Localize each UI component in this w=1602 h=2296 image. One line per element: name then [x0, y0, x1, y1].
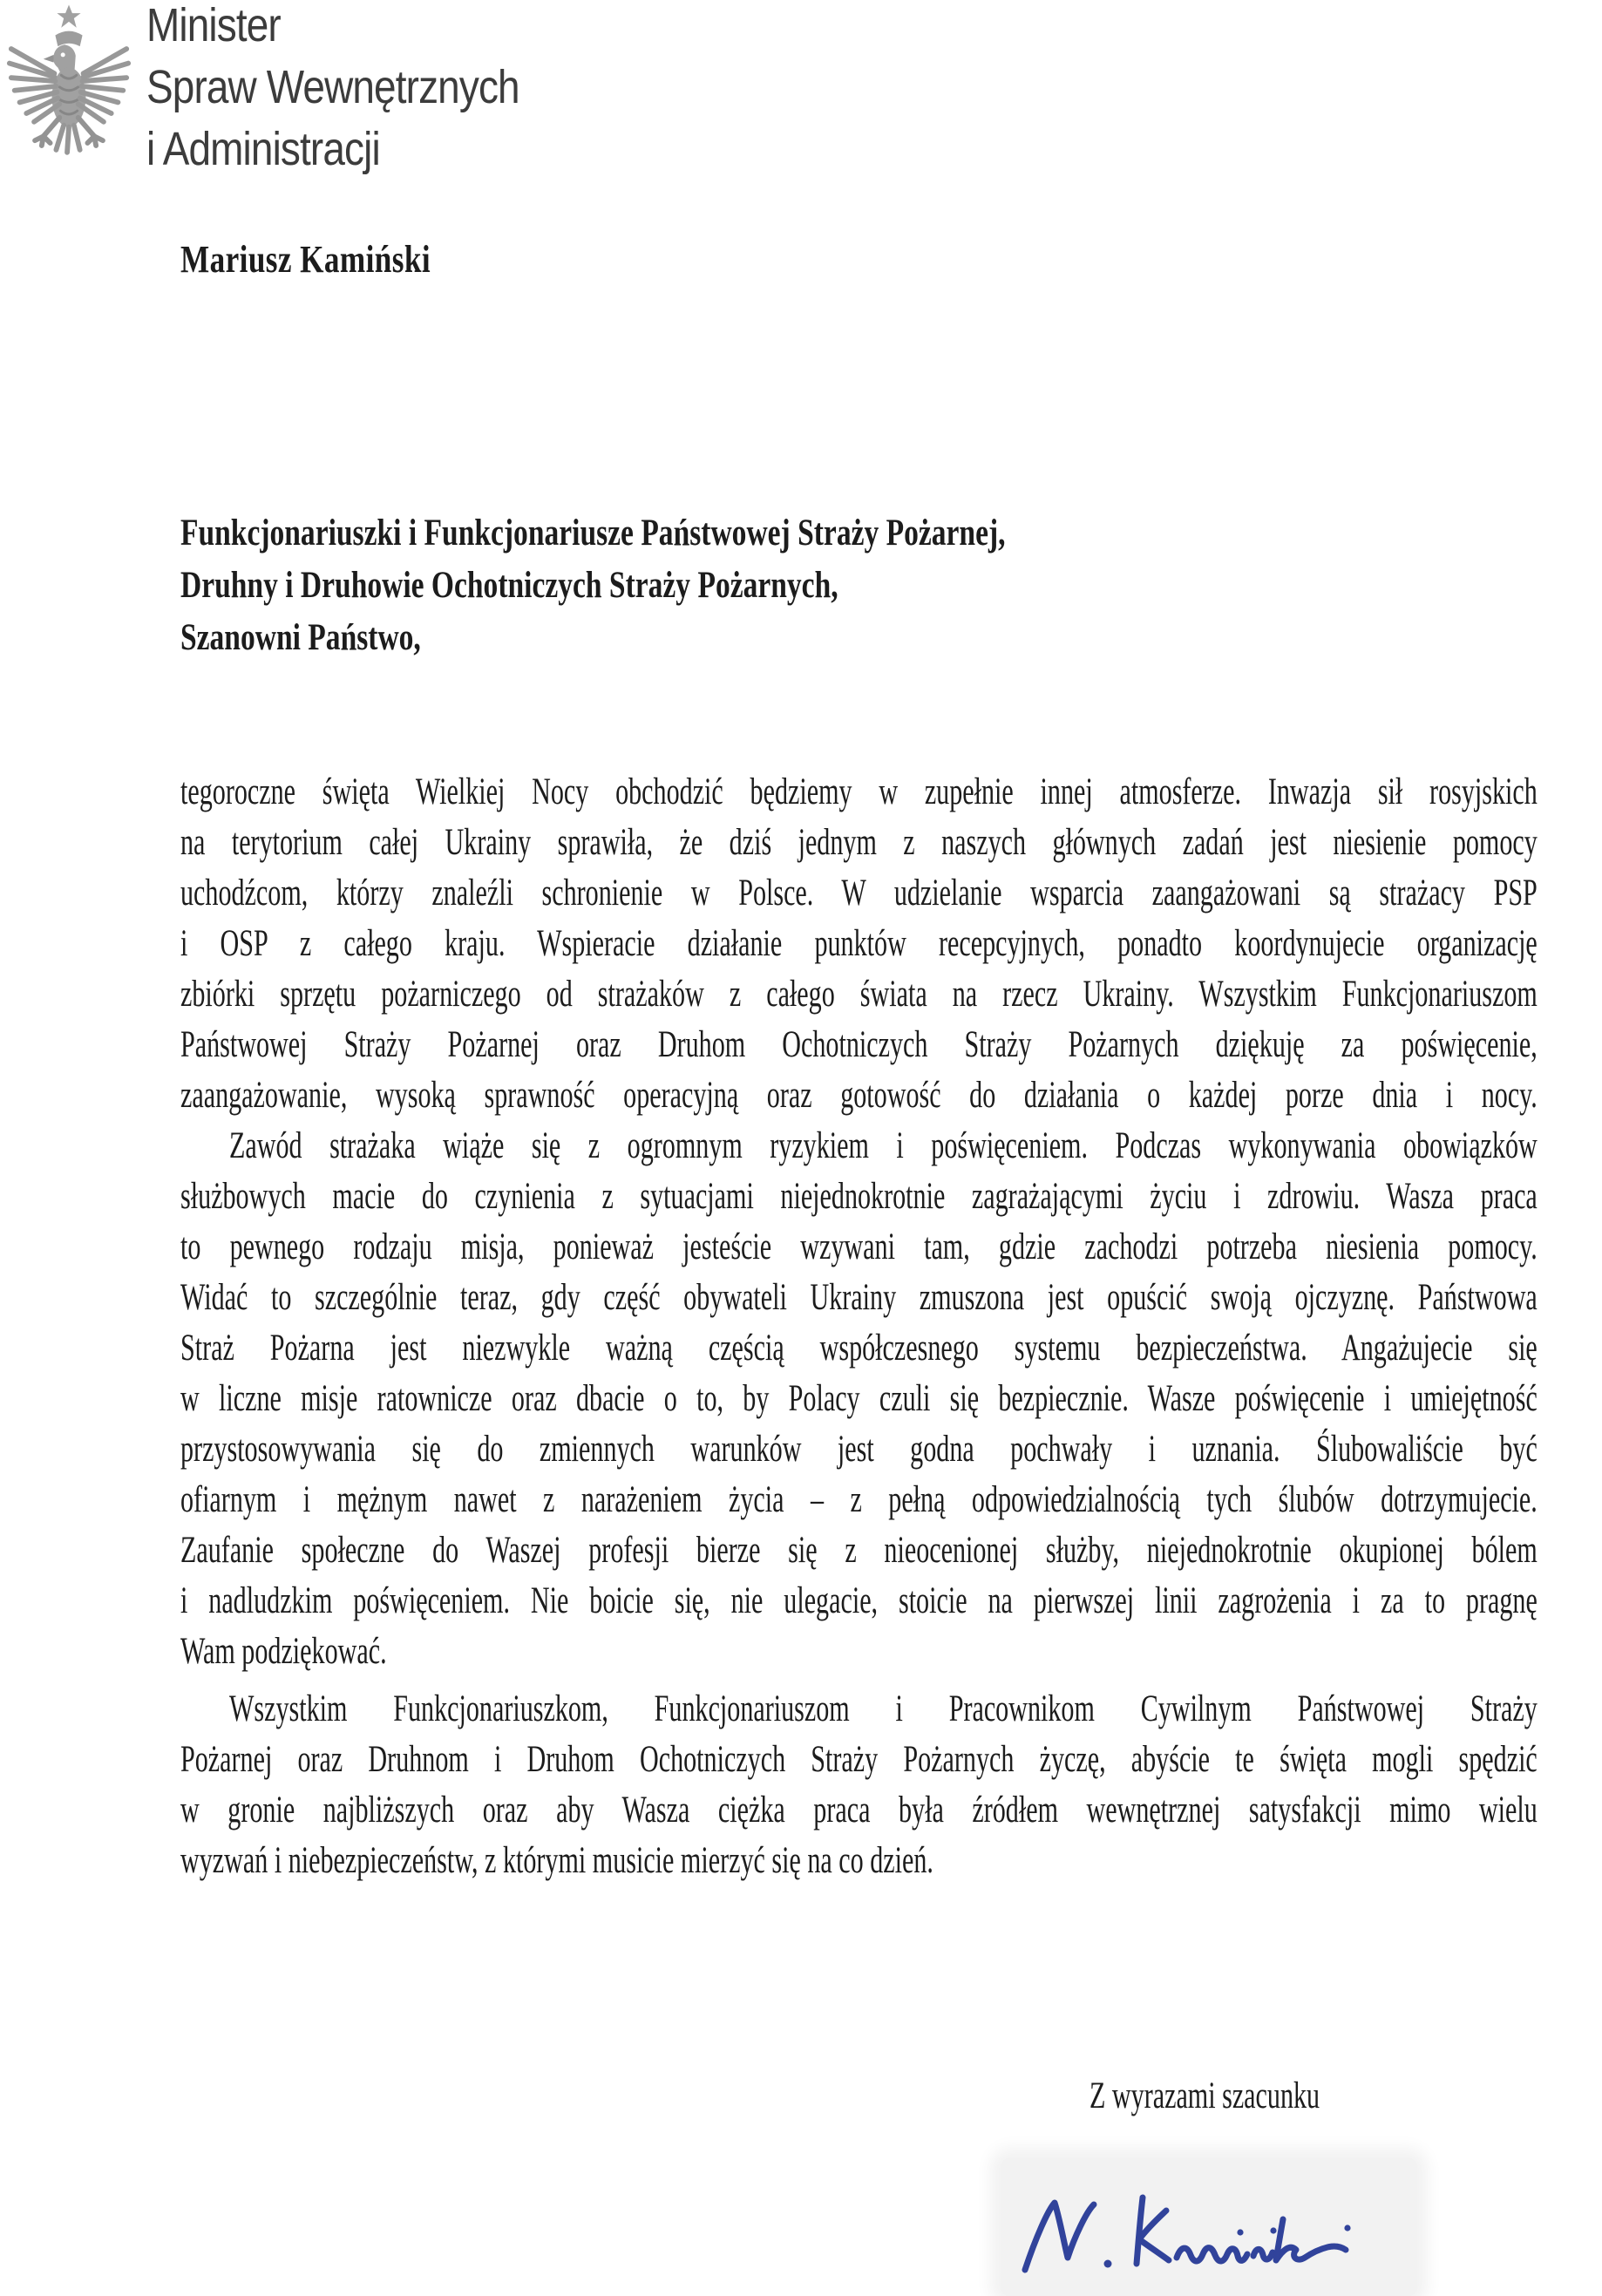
ministry-title-line2: Spraw Wewnętrznych: [146, 61, 519, 113]
ministry-title-line1: Minister: [146, 0, 281, 51]
letter-line: Pożarnej oraz Druhnom i Druhom Ochotniczych Straży Pożarnych życzę, abyście te święta mogli spędzić: [180, 1739, 1538, 1780]
letter-line: na terytorium całej Ukrainy sprawiła, że dziś jednym z naszych głównych zadań jest niesienie pomocy: [180, 822, 1538, 863]
letter-line: tegoroczne święta Wielkiej Nocy obchodzić będziemy w zupełnie innej atmosferze. Inwazja sił rosyjskich: [180, 771, 1538, 812]
letter-line: służbowych macie do czynienia z sytuacjami niejednokrotnie zagrażającymi życiu i zdrowiu. Wasza praca: [180, 1176, 1538, 1217]
letter-line: Wam podziękować.: [180, 1631, 387, 1672]
letter-paragraph: [180, 1684, 1538, 1886]
letter-line: i nadludzkim poświęceniem. Nie boicie się, nie ulegacie, stoicie na pierwszej linii zagrożenia i za to pragnę: [180, 1580, 1538, 1621]
salutation-line: Szanowni Państwo,: [180, 617, 421, 658]
letter-line: i OSP z całego kraju. Wspieracie działanie punktów recepcyjnych, ponadto koordynujecie organizację: [180, 923, 1538, 964]
eagle-tail: [56, 126, 79, 153]
letter-line: uchodźcom, którzy znaleźli schronienie w Polsce. W udzielanie wsparcia zaangażowani są strażacy PSP: [180, 873, 1538, 914]
eagle-right-wing: [78, 49, 128, 122]
minister-name: Mariusz Kamiński: [180, 238, 431, 281]
letter-line: w liczne misje ratownicze oraz dbacie o to, by Polacy czuli się bezpiecznie. Wasze poświęcenie i umiejętność: [180, 1378, 1538, 1419]
salutation-line: Funkcjonariuszki i Funkcjonariusze Państwowej Straży Pożarnej,: [180, 513, 1006, 554]
letter-line: Zaufanie społeczne do Waszej profesji bierze się z nieocenionej służby, niejednokrotnie okupionej bólem: [180, 1530, 1538, 1571]
letter-line: Widać to szczególnie teraz, gdy część obywateli Ukrainy zmuszona jest opuścić swoją ojczyznę. Państwowa: [180, 1277, 1538, 1318]
letter-line: zbiórki sprzętu pożarniczego od strażaków z całego świata na rzecz Ukrainy. Wszystkim Funkcjonariuszom: [180, 974, 1538, 1015]
letter-line: ofiarnym i mężnym nawet z narażeniem życia – z pełną odpowiedzialnością tych ślubów dotrzymujecie.: [180, 1479, 1538, 1520]
letter-line: zaangażowanie, wysoką sprawność operacyjną oraz gotowość do działania o każdej porze dnia i nocy.: [180, 1075, 1538, 1116]
salutation-line: Druhny i Druhowie Ochotniczych Straży Pożarnych,: [180, 565, 838, 606]
closing-formula: Z wyrazami szacunku: [1089, 2075, 1320, 2116]
letter-line: Straż Pożarna jest niezwykle ważną częścią współczesnego systemu bezpieczeństwa. Angażujecie się: [180, 1328, 1538, 1369]
letter-line: Państwowej Straży Pożarnej oraz Druhom Ochotniczych Straży Pożarnych dziękuję za poświęcenie,: [180, 1024, 1538, 1065]
letter-line: w gronie najbliższych oraz aby Wasza ciężka praca była źródłem wewnętrznej satysfakcji mimo wielu: [180, 1790, 1538, 1831]
letter-line: wyzwań i niebezpieczeństw, z którymi musicie mierzyć się na co dzień.: [180, 1840, 933, 1881]
ministry-title: [146, 0, 519, 180]
letter-line: Wszystkim Funkcjonariuszkom, Funkcjonariuszom i Pracownikom Cywilnym Państwowej Straży: [229, 1688, 1538, 1729]
salutation: [180, 507, 1602, 664]
letter-body: [180, 767, 1538, 1886]
crown-star: [57, 4, 80, 27]
crown: [55, 31, 82, 47]
polish-eagle-emblem: [5, 2, 132, 164]
letter-paragraph: [180, 1121, 1538, 1677]
ministry-title-line3: i Administracji: [146, 123, 380, 175]
letter-line: to pewnego rodzaju misja, ponieważ jesteście wzywani tam, gdzie zachodzi potrzeba niesienia pomocy.: [180, 1226, 1538, 1267]
letter-paragraph: [180, 767, 1538, 1121]
letter-line: Zawód strażaka wiąże się z ogromnym ryzykiem i poświęceniem. Podczas wykonywania obowiązków: [229, 1125, 1538, 1166]
eagle-beak: [44, 55, 54, 63]
letter-line: przystosowywania się do zmiennych warunków jest godna pochwały i uznania. Ślubowaliście być: [180, 1429, 1538, 1470]
handwritten-signature: [1011, 2165, 1360, 2287]
